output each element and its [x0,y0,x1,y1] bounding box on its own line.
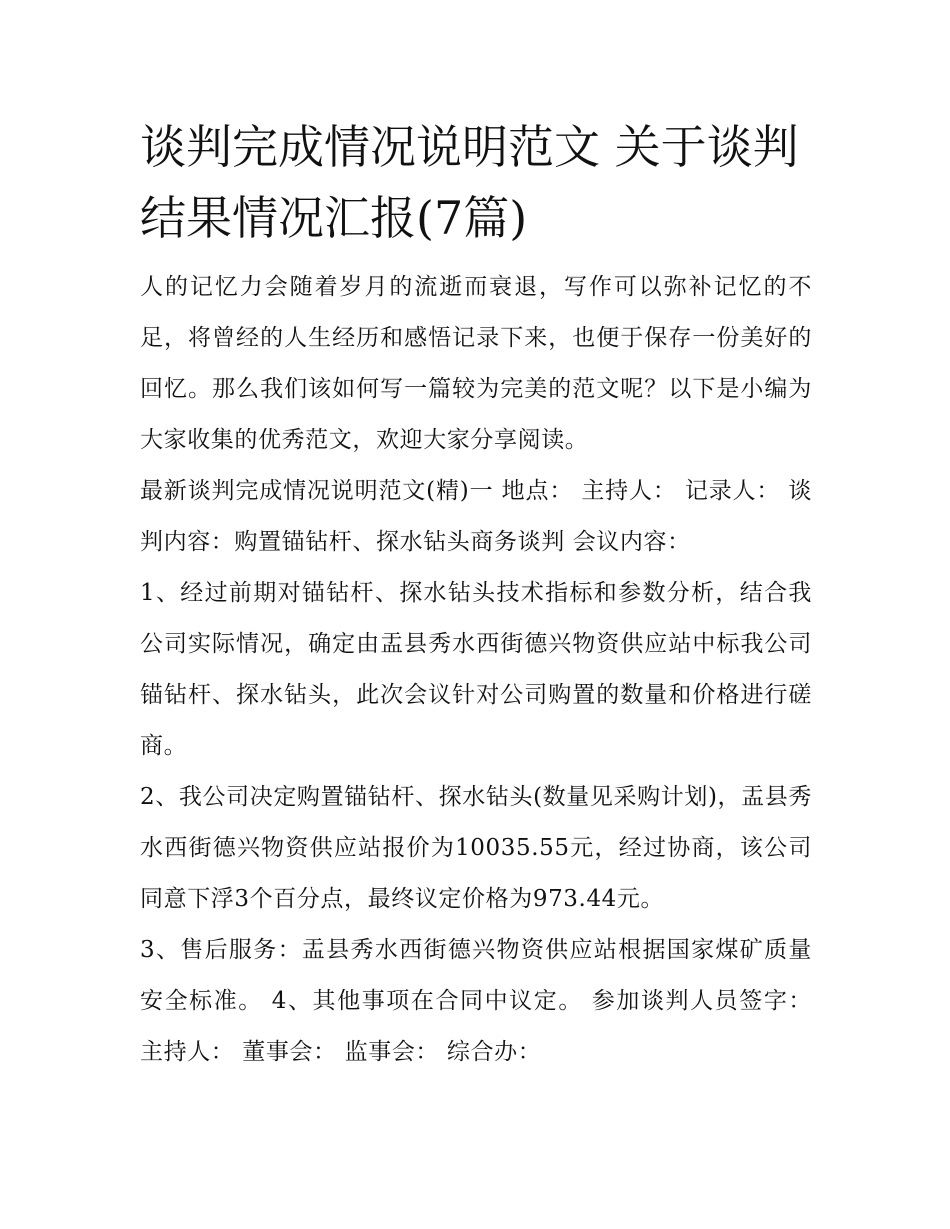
meeting-info-paragraph: 最新谈判完成情况说明范文(精)一 地点： 主持人： 记录人： 谈判内容：购置锚钻杆、探水钻头商务谈判 会议内容： [140,478,812,555]
document-page [140,112,812,1078]
item-1-paragraph: 1、经过前期对锚钻杆、探水钻头技术指标和参数分析，结合我公司实际情况，确定由盂县秀水西街德兴物资供应站中标我公司锚钻杆、探水钻头，此次会议针对公司购置的数量和价格进行磋商。 [140,580,812,759]
item-2-paragraph: 2、我公司决定购置锚钻杆、探水钻头(数量见采购计划)，盂县秀水西街德兴物资供应站报价为10035.55元，经过协商，该公司同意下浮3个百分点，最终议定价格为973.44元。 [140,784,812,912]
intro-paragraph: 人的记忆力会随着岁月的流逝而衰退，写作可以弥补记忆的不足，将曾经的人生经历和感悟记录下来，也便于保存一份美好的回忆。那么我们该如何写一篇较为完美的范文呢？以下是小编为大家收集的优秀范文，欢迎大家分享阅读。 [140,274,812,453]
item-3-paragraph: 3、售后服务：盂县秀水西街德兴物资供应站根据国家煤矿质量安全标准。 4、其他事项在合同中议定。 参加谈判人员签字： 主持人： 董事会： 监事会： 综合办： [140,937,812,1065]
document-title: 谈判完成情况说明范文 关于谈判结果情况汇报(7篇) [140,120,799,245]
